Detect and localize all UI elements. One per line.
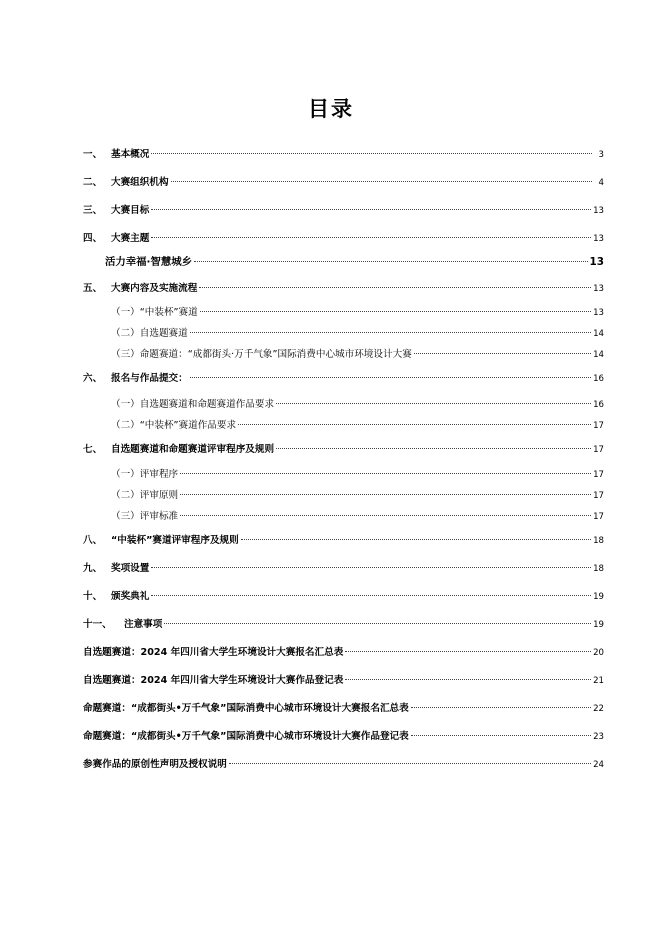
toc-entry-text: （一）评审程序 (111, 469, 179, 480)
toc-entry-page: 18 (593, 564, 604, 574)
toc-leader-dots (194, 249, 587, 262)
toc-leader-dots (229, 751, 591, 764)
toc-entry[interactable] (111, 344, 604, 360)
toc-entry-number: 五、 (83, 283, 103, 294)
toc-entry-page: 13 (593, 308, 604, 318)
toc-entry-label (83, 175, 169, 191)
toc-entry-page: 23 (593, 732, 604, 742)
toc-leader-dots (180, 503, 591, 516)
toc-leader-dots (238, 412, 591, 425)
toc-entry[interactable] (105, 252, 604, 268)
toc-entry-text: 自选题赛道和命题赛道评审程序及规则 (111, 444, 275, 455)
toc-entry-number: 二、 (83, 177, 103, 188)
toc-entry[interactable] (83, 726, 604, 742)
toc-entry-text: 大赛主题 (111, 233, 150, 244)
toc-entry-text: （一）“中装杯”赛道 (111, 307, 198, 318)
toc-leader-dots (171, 169, 592, 182)
toc-entry-page: 17 (593, 491, 604, 501)
toc-entry[interactable] (83, 754, 604, 770)
toc-entry-text: （二）评审原则 (111, 490, 179, 501)
toc-entry[interactable] (111, 394, 604, 410)
toc-entry-page: 16 (593, 374, 604, 384)
toc-entry-page: 14 (593, 329, 604, 339)
toc-entry-text: 自选题赛道：2024 年四川省大学生环境设计大赛作品登记表 (83, 675, 344, 686)
toc-entry[interactable] (111, 506, 604, 522)
toc-entry-text: 命题赛道：“成都街头•万千气象”国际消费中心城市环境设计大赛报名汇总表 (83, 703, 409, 714)
toc-leader-dots (345, 639, 591, 652)
toc-leader-dots (151, 197, 591, 210)
toc-entry-number: 四、 (83, 233, 103, 244)
toc-entry-label (83, 533, 239, 549)
toc-entry[interactable] (111, 485, 604, 501)
toc-entry-page: 16 (593, 400, 604, 410)
toc-leader-dots (151, 555, 591, 568)
toc-leader-dots (199, 275, 591, 288)
toc-entry-page: 20 (593, 648, 604, 658)
toc-entry-text: 大赛目标 (111, 205, 150, 216)
toc-entry[interactable] (83, 670, 604, 686)
toc-entry-number: 十一、 (83, 619, 112, 630)
toc-leader-dots (151, 225, 591, 238)
toc-entry-label (83, 147, 149, 163)
toc-entry-page: 19 (593, 620, 604, 630)
toc-entry[interactable] (111, 302, 604, 318)
toc-entry[interactable] (83, 278, 604, 294)
toc-entry-text: （一）自选题赛道和命题赛道作品要求 (111, 399, 275, 410)
toc-entry-text: 报名与作品提交： (111, 373, 188, 384)
toc-entry[interactable] (83, 144, 604, 160)
toc-entry-page: 19 (593, 592, 604, 602)
toc-leader-dots (411, 695, 591, 708)
toc-entry-text: （三）评审标准 (111, 511, 179, 522)
toc-leader-dots (180, 461, 591, 474)
toc-entry-number: 九、 (83, 563, 103, 574)
toc-entry-page: 17 (593, 512, 604, 522)
toc-entry-label (83, 589, 149, 605)
toc-entry-number: 七、 (83, 444, 103, 455)
toc-entry-text: 大赛内容及实施流程 (111, 283, 198, 294)
toc-entry[interactable] (111, 464, 604, 480)
toc-leader-dots (200, 299, 591, 312)
toc-entry-page: 17 (593, 445, 604, 455)
toc-entry-page: 13 (593, 234, 604, 244)
toc-entry-text: （三）命题赛道：“成都街头·万千气象”国际消费中心城市环境设计大赛 (111, 349, 412, 360)
toc-entry-label (83, 561, 149, 577)
toc-leader-dots (411, 723, 591, 736)
toc-entry-number: 六、 (83, 373, 103, 384)
toc-entry-text: “中装杯”赛道评审程序及规则 (111, 535, 239, 546)
toc-entry-label (83, 231, 149, 247)
toc-leader-dots (151, 583, 591, 596)
toc-entry-text: 参赛作品的原创性声明及授权说明 (83, 759, 227, 770)
toc-entry[interactable] (83, 614, 604, 630)
toc-entry-text: 颁奖典礼 (111, 591, 150, 602)
toc-leader-dots (164, 611, 591, 624)
toc-entry-page: 4 (598, 178, 604, 188)
toc-entry-text: （二）自选题赛道 (111, 328, 188, 339)
toc-leader-dots (276, 436, 591, 449)
toc-entry-page: 18 (593, 536, 604, 546)
toc-entry-page: 13 (593, 206, 604, 216)
toc-entry-text: 基本概况 (111, 149, 150, 160)
toc-entry-text: 自选题赛道：2024 年四川省大学生环境设计大赛报名汇总表 (83, 647, 344, 658)
toc-leader-dots (276, 391, 591, 404)
toc-entry-page: 22 (593, 704, 604, 714)
toc-entry-page: 17 (593, 421, 604, 431)
toc-entry-text: 大赛组织机构 (111, 177, 169, 188)
toc-entry[interactable] (111, 415, 604, 431)
toc-entry[interactable] (83, 200, 604, 216)
toc-entry[interactable] (83, 439, 604, 455)
toc-entry-number: 十、 (83, 591, 103, 602)
toc-entry-page: 24 (593, 760, 604, 770)
toc-entry-label (83, 442, 274, 458)
toc-entry[interactable] (83, 368, 604, 384)
toc-entry-number: 一、 (83, 149, 103, 160)
toc-entry-page: 17 (593, 470, 604, 480)
toc-leader-dots (345, 667, 591, 680)
toc-entry-label (83, 203, 149, 219)
page-title: 目录 (308, 97, 354, 121)
toc-entry[interactable] (83, 530, 604, 546)
toc-entry-page: 21 (593, 676, 604, 686)
toc-entry[interactable] (83, 586, 604, 602)
toc-entry[interactable] (83, 228, 604, 244)
toc-leader-dots (180, 482, 591, 495)
toc-entry-text: 活力幸福·智慧城乡 (105, 256, 193, 268)
toc-entry[interactable] (83, 172, 604, 188)
toc-leader-dots (414, 341, 591, 354)
toc-entry-number: 三、 (83, 205, 103, 216)
toc-entry[interactable] (83, 642, 604, 658)
toc-entry-page: 13 (593, 284, 604, 294)
toc-leader-dots (190, 365, 591, 378)
toc-entry[interactable] (111, 323, 604, 339)
toc-entry-page: 13 (589, 256, 604, 268)
toc-entry-text: 奖项设置 (111, 563, 150, 574)
toc-entry-label (83, 371, 188, 387)
toc-entry-text: 命题赛道：“成都街头•万千气象”国际消费中心城市环境设计大赛作品登记表 (83, 731, 409, 742)
toc-entry-text: 注意事项 (124, 619, 163, 630)
toc-entry-label (83, 281, 197, 297)
toc-leader-dots (241, 527, 591, 540)
toc-entry-page: 14 (593, 350, 604, 360)
toc-leader-dots (190, 320, 591, 333)
toc-entry[interactable] (83, 558, 604, 574)
toc-entry[interactable] (83, 698, 604, 714)
toc-entry-page: 3 (598, 150, 604, 160)
toc-entry-text: （二）“中装杯”赛道作品要求 (111, 420, 237, 431)
toc-entry-number: 八、 (83, 535, 103, 546)
toc-entry-label (83, 617, 162, 633)
toc-leader-dots (151, 141, 592, 154)
